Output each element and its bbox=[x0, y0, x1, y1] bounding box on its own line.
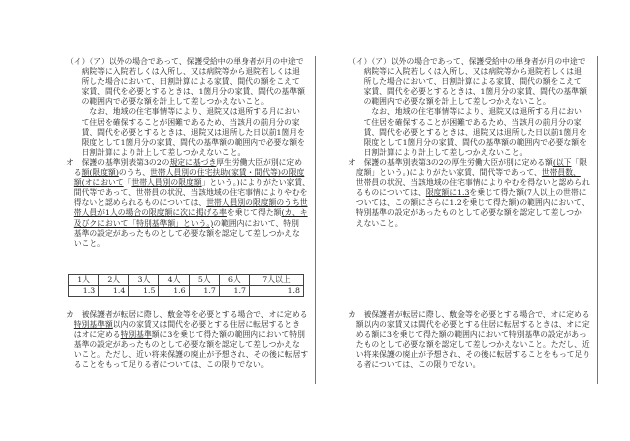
text-segment: いこと。 bbox=[66, 238, 105, 248]
text-line bbox=[348, 360, 590, 370]
table-cell: 1.7 bbox=[219, 286, 249, 297]
text-line bbox=[66, 188, 310, 198]
table-header-cell: 6人 bbox=[219, 275, 249, 286]
text-segment: のうち、 bbox=[118, 168, 151, 178]
text-segment: 賃、間代を必要とするときは、退院又は退所した日以前1箇月を bbox=[348, 127, 587, 137]
text-segment bbox=[66, 320, 74, 329]
text-segment: て住居を確保することが困難であるため、当該月の前月分の家 bbox=[348, 117, 582, 127]
text-line bbox=[348, 148, 590, 158]
text-line bbox=[66, 168, 310, 178]
text-segment: の範囲内で必要な額を計上して差しつかえないこと。 bbox=[66, 97, 269, 107]
text-segment: 厚生労働大臣が別に定め bbox=[216, 157, 303, 167]
text-line bbox=[66, 87, 310, 97]
underlined-text: (カ、キ bbox=[281, 208, 308, 218]
table-cell: 1.5 bbox=[129, 286, 159, 297]
text-segment: オ 保護の基準別表第3の2の bbox=[66, 157, 170, 167]
text-line bbox=[66, 229, 310, 239]
text-line bbox=[66, 239, 310, 249]
text-segment: えないこと。 bbox=[348, 218, 403, 228]
text-segment: の範囲内で必要な額を計上して差しつかえないこと。 bbox=[348, 97, 551, 107]
text-segment: て住居を確保することが困難であるため、当該月の前月分の家 bbox=[66, 117, 300, 127]
right-column-divider bbox=[597, 56, 598, 384]
text-line bbox=[348, 208, 590, 218]
text-segment: 日割計算により計上して差しつかえないこと。 bbox=[66, 147, 246, 157]
text-line bbox=[66, 208, 310, 218]
text-line bbox=[66, 148, 310, 158]
text-segment: 限度として1箇月分の家賃、間代の基準額の範囲内で必要な額を bbox=[66, 137, 305, 147]
text-line bbox=[348, 350, 590, 360]
text-line bbox=[348, 158, 590, 168]
text-line bbox=[348, 77, 590, 87]
text-line bbox=[348, 330, 590, 340]
text-line bbox=[66, 118, 310, 128]
underlined-text: 額(オにおいて bbox=[73, 178, 124, 188]
underlined-text: 額(限度額) bbox=[81, 168, 119, 178]
underlined-text: 及びクにおいて「特別基準額」という。) bbox=[73, 218, 214, 228]
text-segment: 病院等に入院若しくは入所し、又は病院等から退院若しくは退 bbox=[348, 67, 582, 77]
text-line bbox=[66, 128, 310, 138]
text-line bbox=[348, 168, 590, 178]
text-line bbox=[348, 128, 590, 138]
table-header-row bbox=[69, 275, 304, 286]
text-line bbox=[66, 67, 310, 77]
text-line bbox=[348, 320, 590, 330]
text-segment: 世帯員の状況、当該地域の住宅事情によりやむを得ないと認められ bbox=[348, 178, 590, 188]
text-segment: オ 保護の基準別表第3の2の厚生労働大臣が別に定める額 bbox=[348, 157, 553, 167]
text-line bbox=[348, 198, 590, 208]
text-segment: 所した場合において、日割計算による家賃、間代の額をこえて bbox=[348, 77, 582, 87]
table-header-cell: 7人以上 bbox=[249, 275, 303, 286]
table-cell: 1.3 bbox=[69, 286, 99, 297]
text-line bbox=[348, 67, 590, 77]
table-header-cell: 2人 bbox=[99, 275, 129, 286]
underlined-text: 特別基準額 bbox=[73, 320, 113, 330]
text-line bbox=[348, 97, 590, 107]
text-segment: 以内の家賃又は間代を必要とする住居に転居するとき bbox=[112, 320, 300, 330]
text-line bbox=[66, 57, 310, 67]
underlined-text: 帯人員が1人の場合の限度額に次に掲げる率 bbox=[73, 208, 227, 218]
underlined-text: 世帯員数、 bbox=[541, 168, 581, 178]
text-line bbox=[66, 138, 310, 148]
text-line bbox=[66, 330, 308, 340]
text-segment: 「限 bbox=[571, 157, 588, 167]
text-segment: める額に3を乗じて得た額の範囲内において特別基準の設定があっ bbox=[348, 330, 587, 340]
text-segment: 「 bbox=[123, 178, 132, 188]
text-segment: （イ）（ア）以外の場合であって、保護受給中の単身者が月の中途で bbox=[348, 57, 586, 66]
text-segment: を乗じて得た額(7人以上の世帯に bbox=[469, 188, 587, 198]
table-header-cell: 1人 bbox=[69, 275, 99, 286]
text-segment: の範囲内において、特別 bbox=[213, 218, 299, 228]
household-rate-table bbox=[68, 274, 304, 297]
right-item-i-paragraph bbox=[348, 57, 590, 229]
text-line bbox=[66, 178, 310, 188]
text-segment bbox=[66, 208, 74, 217]
text-segment: カ 被保護者が転居に際し、敷金等を必要とする場合で、オに定める bbox=[348, 310, 590, 319]
text-segment: ついては、この額にさらに1.2を乗じて得た額)の範囲内において、 bbox=[348, 198, 590, 208]
text-segment: 度額」という。)によりがたい家賃、間代等であって、 bbox=[348, 168, 542, 178]
text-segment: る者については、この限りでない。 bbox=[348, 360, 481, 370]
underlined-text: 世帯人員別の限度額のうち世 bbox=[206, 198, 308, 208]
text-segment bbox=[66, 178, 74, 187]
text-segment: 病院等に入院若しくは入所し、又は病院等から退院若しくは退 bbox=[66, 67, 300, 77]
underlined-text: (以下 bbox=[552, 157, 572, 167]
text-line bbox=[348, 219, 590, 229]
text-segment: はオに定める bbox=[66, 330, 121, 340]
text-line bbox=[348, 118, 590, 128]
text-segment: たものとして必要な額を認定して差しつかえないこと。ただし、近 bbox=[348, 340, 590, 350]
text-segment: 家賃、間代を必要とするときは、1箇月分の家賃、間代の基準額 bbox=[348, 87, 587, 97]
text-segment: 家賃、間代を必要とするときは、1箇月分の家賃、間代の基準額 bbox=[66, 87, 305, 97]
underlined-text: 世帯人員別の住宅扶助(家賃・間代等)の限度 bbox=[150, 168, 305, 178]
table-cell: 1.6 bbox=[159, 286, 189, 297]
text-segment: 間代等であって、世帯員の状況、当該地域の住宅事情によりやむを bbox=[66, 188, 308, 198]
table-cell: 1.7 bbox=[189, 286, 219, 297]
text-line bbox=[348, 107, 590, 117]
left-item-ka-paragraph bbox=[66, 310, 308, 371]
underlined-text: 限度額に1.3 bbox=[425, 188, 470, 198]
text-line bbox=[66, 350, 308, 360]
text-segment: い将来保護の廃止が予想され、その後に転居することをもって足り bbox=[348, 350, 591, 360]
text-line bbox=[66, 340, 308, 350]
text-line bbox=[66, 77, 310, 87]
right-item-ka-paragraph bbox=[348, 310, 590, 371]
left-item-i-paragraph bbox=[66, 57, 310, 249]
text-segment: 日割計算により計上して差しつかえないこと。 bbox=[348, 147, 528, 157]
text-segment bbox=[66, 219, 74, 228]
left-column-divider bbox=[315, 56, 316, 384]
text-line bbox=[66, 320, 308, 330]
text-segment: カ 被保護者が転居に際し、敷金等を必要とする場合で、オに定める bbox=[66, 310, 308, 319]
text-segment: 基準の設定があったものとして必要な額を認定して差しつかえな bbox=[66, 340, 300, 350]
text-line bbox=[66, 158, 310, 168]
text-line bbox=[348, 340, 590, 350]
text-line bbox=[66, 97, 310, 107]
table-cell: 1.4 bbox=[99, 286, 129, 297]
text-segment: （イ）（ア）以外の場合であって、保護受給中の単身者が月の中途で bbox=[66, 57, 304, 66]
text-segment: を乗じて得た額 bbox=[226, 208, 282, 218]
table-cell: 1.8 bbox=[249, 286, 303, 297]
text-line bbox=[348, 138, 590, 148]
text-line bbox=[66, 198, 310, 208]
text-segment: 額に3を乗じて得た額の範囲内において特別 bbox=[151, 330, 305, 340]
text-line bbox=[66, 360, 308, 370]
text-segment: 賃、間代を必要とするときは、退院又は退所した日以前1箇月を bbox=[66, 127, 305, 137]
text-line bbox=[66, 219, 310, 229]
text-segment: 所した場合において、日割計算による家賃、間代の額をこえて bbox=[66, 77, 300, 87]
text-segment: 得ないと認められるものについては、 bbox=[66, 198, 207, 208]
text-line bbox=[348, 310, 590, 320]
text-line bbox=[66, 310, 308, 320]
text-line bbox=[348, 178, 590, 188]
text-line bbox=[66, 107, 310, 117]
underlined-text: 特別基準 bbox=[120, 330, 152, 340]
table-header-cell: 4人 bbox=[159, 275, 189, 286]
text-segment: なお、地域の住宅事情等により、退院又は退所する月におい bbox=[348, 107, 582, 117]
text-line bbox=[348, 188, 590, 198]
text-segment: 基準の設定があったものとして必要な額を認定して差しつかえな bbox=[66, 228, 300, 238]
text-segment: いこと。ただし、近い将来保護の廃止が予想され、その後に転居す bbox=[66, 350, 309, 360]
text-segment: 」という。)によりがたい家賃、 bbox=[201, 178, 310, 188]
underlined-text: 世帯人員別の限度額 bbox=[131, 178, 202, 188]
table-row bbox=[69, 286, 304, 297]
text-line bbox=[348, 87, 590, 97]
text-segment: 特別基準の設定があったものとして必要な額を認定して差しつか bbox=[348, 208, 582, 218]
table-header-cell: 3人 bbox=[129, 275, 159, 286]
text-segment: るものについては、 bbox=[348, 188, 426, 198]
text-segment: 額以内の家賃又は間代を必要とする住居に転居するときは、オに定 bbox=[348, 320, 590, 330]
text-segment: 限度として1箇月分の家賃、間代の基準額の範囲内で必要な額を bbox=[348, 137, 587, 147]
text-segment: なお、地域の住宅事情等により、退院又は退所する月におい bbox=[66, 107, 300, 117]
text-segment: る bbox=[66, 168, 82, 178]
table-header-cell: 5人 bbox=[189, 275, 219, 286]
text-line bbox=[348, 57, 590, 67]
text-segment: ることをもって足りる者については、この限りでない。 bbox=[66, 360, 269, 370]
underlined-text: 規定に基づき bbox=[169, 157, 217, 167]
